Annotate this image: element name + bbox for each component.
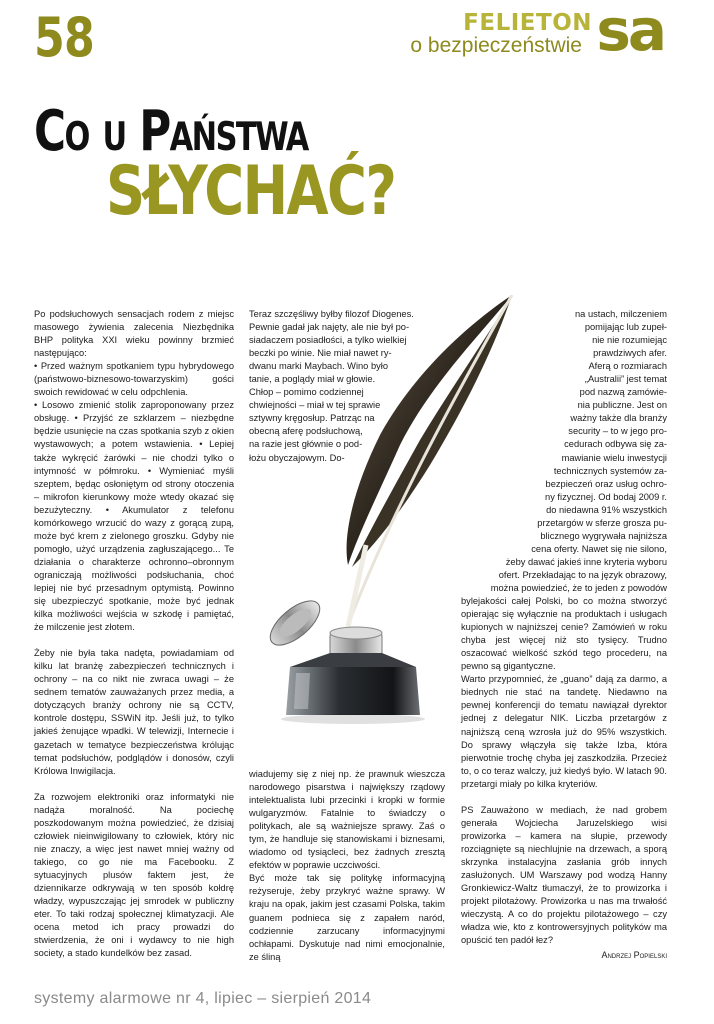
article-title-line2: SŁYCHAĆ?: [106, 152, 396, 231]
text-line: przetargów w sferze grosza pu-: [537, 517, 667, 528]
text-line: obecną aferę podsłuchową,: [249, 426, 363, 437]
text-line: Teraz szczęśliwy byłby filozof Diogenes.: [249, 309, 414, 319]
text-line: cedurach odbywa się za-: [564, 439, 667, 450]
article-column-3: [461, 308, 667, 962]
text-line: cena oferty. Nawet się nie silono,: [531, 543, 667, 554]
text-line: prawdziwych afer.: [593, 348, 667, 359]
text-line: mawianie wielu inwestycji: [561, 452, 667, 463]
footer-issue-info: systemy alarmowe nr 4, lipiec – sierpień 2014: [34, 990, 372, 1007]
section-sa-logo: sa: [596, 0, 664, 64]
article-column-1: [34, 308, 234, 973]
text-line: można powiedzieć, że to jeden z powodów: [490, 582, 667, 593]
text-line: siadaczem posiadłości, a tylko wielkiej: [249, 335, 407, 346]
page-number: 58: [34, 6, 94, 69]
article-column-2-top: [249, 308, 445, 465]
article-paragraph: Żeby nie była taka nadęta, powiadamiam od kilku lat branżę zabezpieczeń technicznych i ochrony – na co nikt nie zwraca uwagi – że sednem tematów zauważanych przez media, a dotyczących branży ochrony nie są CCTV, kontrole dostępu, SSWiN itp. Jeśli już, to tylko jakieś żenujące wpadki. W telewizji, Internecie i gazetach w tematyce bezpieczeństwa królując temat podsłuchów, podglądów i donosów, czyli Królowa Inwigilacja.: [34, 648, 234, 776]
text-line: security – to w jego pro-: [568, 426, 667, 437]
article-paragraph: Za rozwojem elektroniki oraz informatyki nie nadąża moralność. Na pociechę poszkodowanym można powiedzieć, że dzisiaj człowiek nieinwigilowany to człowiek, który nic nie znaczy, a więc jest nawet mniej ważny od takiego, co go nie ma Facebooku. Z sytuacyjnych plusów faktem jest, że dziennikarze odkrywają w ten sposób kołdrę władzy, wypuszczając jej smrodek w publiczny eter. To taki rodzaj społecznej klimatyzacji. Ale ocena metod ich pracy prowadzi do stwierdzenia, że oni i wydawcy to nie high society, a stado kundelków bez zasad.: [34, 791, 234, 959]
text-line: blicznego wygrywała najniższa: [540, 530, 667, 541]
text-line: łożu obyczajowym. Do-: [249, 452, 345, 463]
section-subtitle: o bezpieczeństwie: [410, 34, 582, 57]
text-line: pod nazwą zamówie-: [579, 387, 667, 398]
text-line: ofert. Przekładając to na język obrazowy,: [498, 569, 667, 580]
text-line: na razie jest głównie o pod-: [249, 439, 363, 450]
section-felieton: FELIETON: [463, 10, 592, 36]
text-line: chwiejności – miał w tej sprawie: [249, 400, 381, 411]
article-postscript: PS Zauważono w mediach, że nad grobem generała Wojciecha Jaruzelskiego wisi prowizorka – kamera na słupie, przewody rozciągnięte są niechlujnie na drzewach, a sporą skrzynka instalacyjna zasłania grób innych zasłużonych. UM Warszawy pod wodzą Hanny Gronkiewicz-Waltz tłumaczył, że to prowizorka i projekt pilotażowy. Prowizorka u nas ma trwałość wieczystą. A co do projektu pilotażowego – czy władza wie, kto z kontrowersyjnych polityków ma opuścić ten padół łez?: [461, 804, 667, 946]
text-line: bezpieczeń oraz usług ochro-: [545, 478, 667, 489]
text-line: technicznych systemów za-: [553, 465, 667, 476]
author-byline: Andrzej Popielski: [601, 950, 667, 961]
text-line: żeby dawać jakieś inne kryteria wyboru: [505, 556, 667, 567]
article-title-line1: Co u Państwa: [34, 99, 308, 164]
text-line: do niedawna 91% wszystkich: [546, 504, 667, 515]
section-header: [364, 0, 664, 64]
text-line: ważny także dla branży: [570, 413, 667, 424]
text-line: ny fizycznej. Od bodaj 2009 r.: [545, 491, 667, 502]
text-line: tanie, a poglądy miał w głowie.: [249, 374, 376, 385]
text-line: dwanu marki Maybach. Wino było: [249, 361, 388, 372]
article-paragraph: wiadujemy się z niej np. że prawnuk wieszcza narodowego pisarstwa i największy rządowy intelektualista lubi przecinki i kropki w formie wulgaryzmów. Fatalnie to świadczy o politykach, ale są ważniejsze sprawy. Zaś o tym, że handluje się stanowiskami i biznesami, wiadomo od tysiącleci, bez żadnych zresztą efektów w poprawie uczciwości. Być może tak się politykę informacyjną reżyseruje, żeby przykryć ważne sprawy. W kraju na opak, jakim jest czasami Polska, takim guanem podnieca się z zapałem naród, codziennie zarzucany informacyjnymi ochłapami. Dyskutuje nad nimi emocjonalnie, ze śliną: [249, 769, 445, 962]
article-paragraph: Po podsłuchowych sensacjach rodem z miejsc masowego żywienia zalecenia Niezbędnika BHP polityka XXI wieku powinny brzmieć następująco: • Przed ważnym spotkaniem typu hybrydowego (państwowo-biznesowo-towarzyskim) gości swoich rewidować w celu odpchlenia. • Losowo zmienić stolik zaproponowany przez obsługę. • Przyjść ze szklarzem – niezbędne będzie usunięcie na czas spotkania szyb z okien wystawowych; a potem wstawienia. • Lepiej także wykręcić żarówki – nie chodzi tylko o intymność w półmroku. • Wymieniać myśli szeptem, będąc osłoniętym od strony otoczenia – mikrofon kierunkowy może wtedy okazać się bezużyteczny. • Akumulator z telefonu komórkowego wrzucić do wazy z gorącą zupą, może być krem z zielonego groszku. Gdyby nie pomogło, użyć urządzenia zagłuszającego... Te działania o charakterze ochronno–obronnym ograniczają możliwości podsłuchania, choć lepiej nie być przesadnym optymistą. Powinno się ubezpieczyć spotkanie, może być jednak kilka możliwości wejścia w szkodę i pamiętać, że milczenie jest złotem.: [34, 309, 235, 633]
text-line: beczki po winie. Nie miał nawet ry-: [249, 348, 392, 359]
text-line: na ustach, milczeniem: [575, 309, 667, 319]
text-line: nie nie rozumiejąc: [592, 335, 667, 346]
article-paragraph: bylejakości całej Polski, bo co można stworzyć opierając się wyłącznie na produktach i usługach kupionych w najniższej cenie? Zamówień w roku chyba jest więcej niż sto tysięcy. Trudno oszacować wielkość szkód tego procederu, na pewno są gigantyczne. Warto przypomnieć, że „guano” dają za darmo, a biednych nie stać na tandetę. Niedawno na pewnej konferencji do tematu nawiązał dyrektor jednej z delegatur NIK. Liczba przetargów z najniższą ceną wzrosła już do 95% wszystkich. Do sprawy włączyła się także Izba, która pierwotnie trochę chyba jej zaszkodziła. Przecież to, o co teraz walczy, już kiedyś było. W latach 90. przetargi miały po kilka kryteriów.: [461, 596, 667, 789]
text-line: „Australii” jest temat: [584, 374, 667, 385]
text-line: Aferą o rozmiarach: [588, 361, 667, 372]
text-line: pomijając lub zupeł-: [584, 322, 667, 333]
article-column-2-bottom: [249, 768, 445, 977]
text-line: nia publiczne. Jest on: [577, 400, 667, 411]
text-line: Pewnie gadał jak najęty, ale nie był po-: [249, 322, 410, 333]
text-line: Chłop – pomimo codziennej: [249, 387, 364, 398]
text-line: sztywny kręgosłup. Patrząc na: [249, 413, 375, 424]
